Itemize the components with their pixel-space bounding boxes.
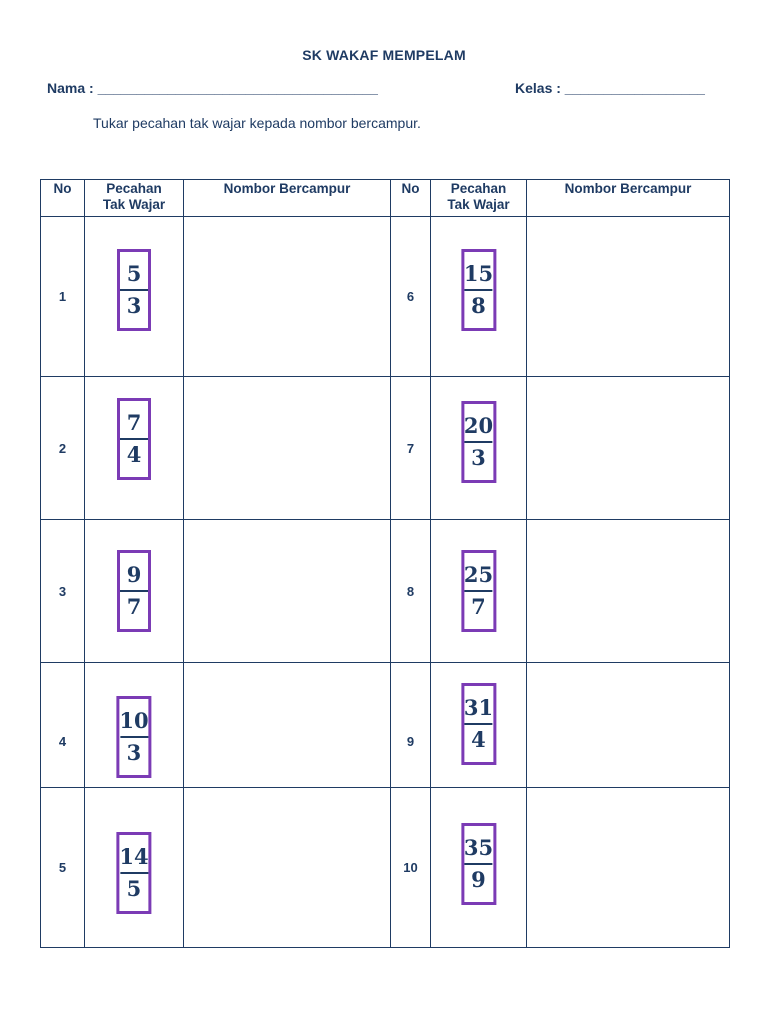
- numerator: 5: [126, 261, 142, 286]
- fraction-box: [461, 823, 496, 905]
- fraction-cell: [85, 788, 184, 948]
- answer-cell[interactable]: [527, 217, 730, 377]
- fraction-cell: [85, 663, 184, 788]
- fraction-cell: [85, 377, 184, 520]
- numerator: 35: [463, 835, 494, 860]
- numerator: 7: [126, 410, 142, 435]
- denominator: 9: [471, 867, 486, 892]
- numerator: 25: [463, 562, 494, 587]
- answer-cell[interactable]: [184, 788, 391, 948]
- question-number: 10: [391, 788, 431, 948]
- fraction-cell: [431, 377, 527, 520]
- denominator: 3: [126, 293, 142, 318]
- numerator: 14: [119, 844, 149, 869]
- school-title: SK WAKAF MEMPELAM: [302, 47, 466, 63]
- instruction-text: Tukar pecahan tak wajar kepada nombor bercampur.: [93, 115, 421, 131]
- fraction-box: [461, 683, 496, 765]
- table-header-row: [41, 180, 730, 217]
- fraction-cell: [431, 788, 527, 948]
- numerator: 20: [463, 413, 494, 438]
- answer-cell[interactable]: [184, 520, 391, 663]
- table-row: [41, 788, 730, 948]
- fraction-box: [117, 398, 151, 480]
- fraction-box: [461, 401, 496, 483]
- question-number: 8: [391, 520, 431, 663]
- fraction-bar: [464, 289, 492, 291]
- numerator: 9: [126, 562, 142, 587]
- denominator: 4: [471, 727, 486, 752]
- class-field[interactable]: Kelas : __________________: [515, 80, 705, 96]
- fraction-cell: [85, 520, 184, 663]
- question-number: 7: [391, 377, 431, 520]
- denominator: 7: [126, 594, 142, 619]
- fraction-box: [461, 249, 496, 331]
- fraction-bar: [120, 736, 148, 738]
- question-number: 2: [41, 377, 85, 520]
- fraction-box: [117, 550, 151, 632]
- answer-cell[interactable]: [527, 377, 730, 520]
- fraction-bar: [464, 723, 492, 725]
- question-number: 1: [41, 217, 85, 377]
- table-row: [41, 377, 730, 520]
- header-mixed-number: Nombor Bercampur: [184, 180, 391, 217]
- header-improper-fraction: [431, 180, 527, 217]
- question-number: 6: [391, 217, 431, 377]
- fraction-bar: [120, 872, 148, 874]
- denominator: 8: [471, 293, 486, 318]
- fraction-box: [116, 832, 151, 914]
- question-number: 4: [41, 663, 85, 788]
- fraction-cell: [431, 663, 527, 788]
- answer-cell[interactable]: [184, 663, 391, 788]
- fraction-cell: [431, 217, 527, 377]
- fraction-cell: [431, 520, 527, 663]
- fraction-box: [461, 550, 496, 632]
- table-row: [41, 217, 730, 377]
- table-row: [41, 663, 730, 788]
- header-fraction-line1: Pecahan: [450, 181, 507, 196]
- denominator: 3: [471, 445, 486, 470]
- fraction-bar: [464, 590, 492, 592]
- numerator: 15: [463, 261, 494, 286]
- answer-cell[interactable]: [527, 520, 730, 663]
- denominator: 3: [126, 740, 142, 765]
- question-number: 9: [391, 663, 431, 788]
- question-number: 5: [41, 788, 85, 948]
- fraction-bar: [464, 441, 492, 443]
- fraction-box: [117, 249, 151, 331]
- header-fraction-line2: Tak Wajar: [447, 197, 510, 212]
- header-no: No: [391, 180, 431, 217]
- table-row: [41, 520, 730, 663]
- denominator: 5: [126, 876, 142, 901]
- fraction-bar: [120, 590, 148, 592]
- fraction-cell: [85, 217, 184, 377]
- header-no: No: [41, 180, 85, 217]
- answer-cell[interactable]: [527, 663, 730, 788]
- fraction-box: [116, 696, 151, 778]
- denominator: 4: [126, 442, 142, 467]
- denominator: 7: [471, 594, 486, 619]
- worksheet-table: [40, 179, 730, 948]
- answer-cell[interactable]: [527, 788, 730, 948]
- fraction-bar: [120, 289, 148, 291]
- header-fraction-line1: Pecahan: [106, 181, 162, 196]
- header-fraction-line2: Tak Wajar: [102, 197, 166, 212]
- numerator: 31: [463, 695, 494, 720]
- answer-cell[interactable]: [184, 217, 391, 377]
- question-number: 3: [41, 520, 85, 663]
- name-field[interactable]: Nama : ____________________________________: [47, 80, 378, 96]
- header-improper-fraction: [85, 180, 184, 217]
- fraction-bar: [120, 438, 148, 440]
- numerator: 10: [119, 708, 149, 733]
- answer-cell[interactable]: [184, 377, 391, 520]
- header-mixed-number: Nombor Bercampur: [527, 180, 730, 217]
- fraction-bar: [464, 863, 492, 865]
